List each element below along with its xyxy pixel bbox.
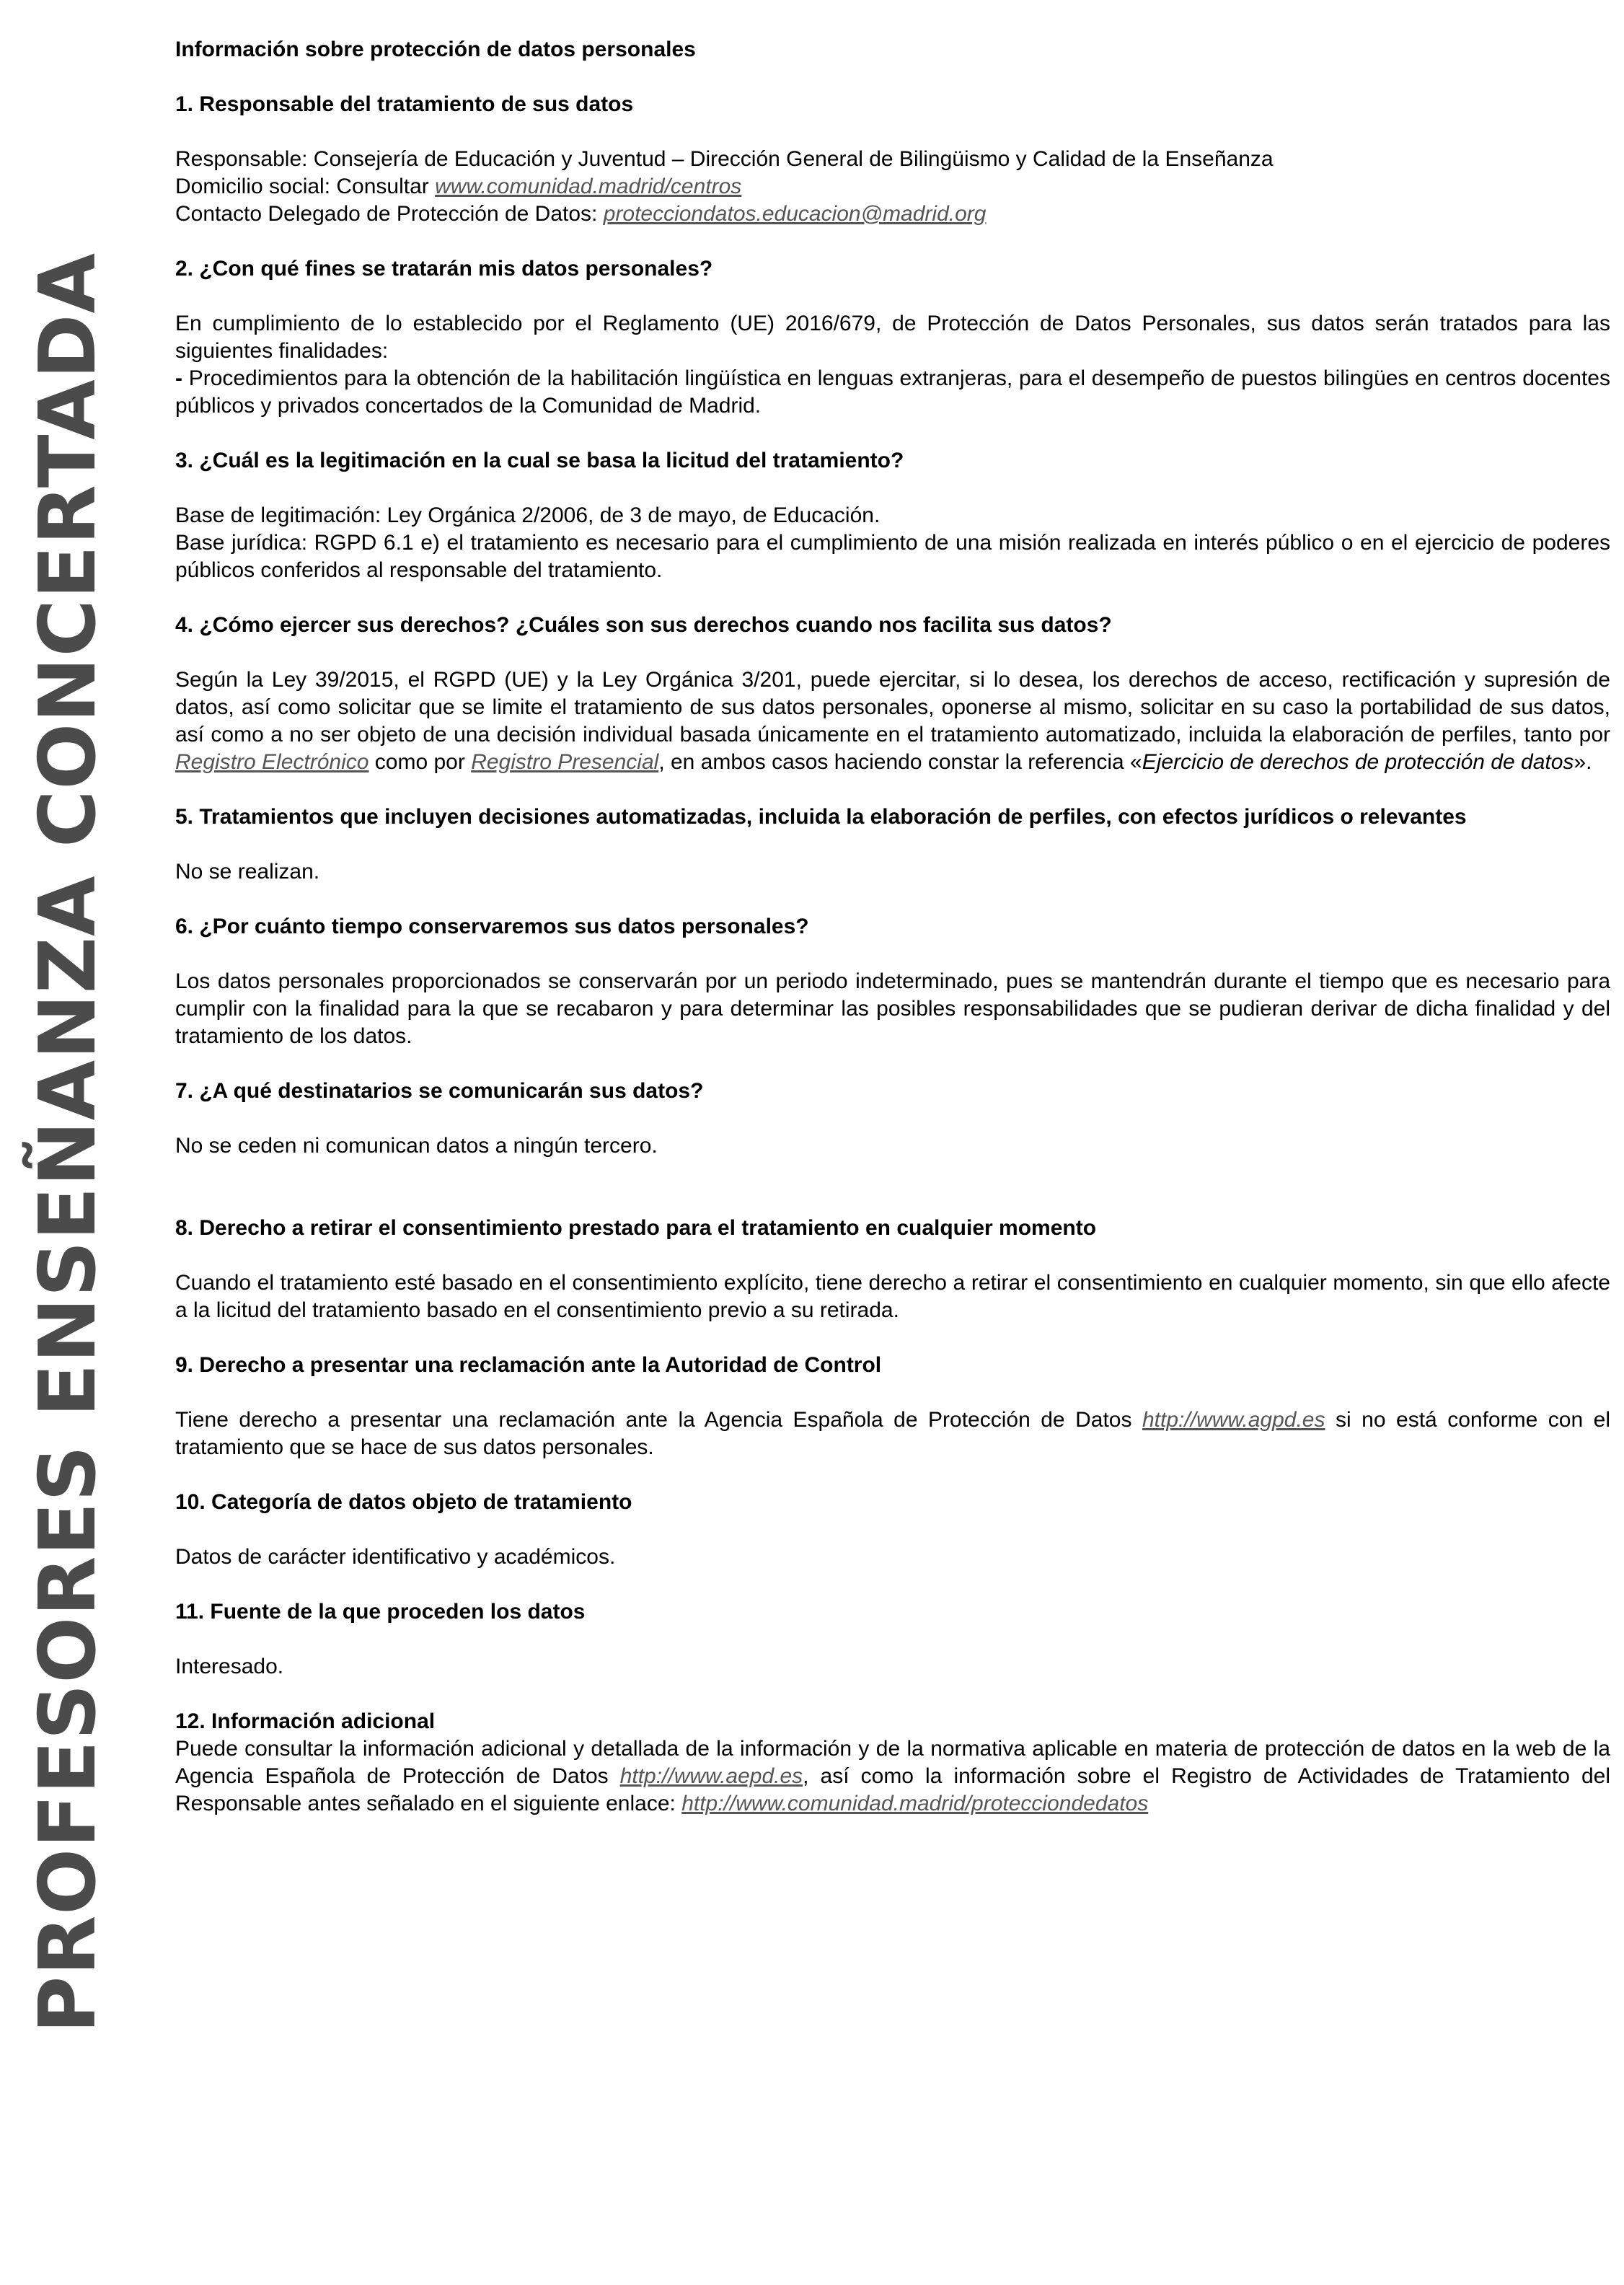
section-10-text: Datos de carácter identificativo y académicos. [175,1545,616,1569]
domicilio-label: Domicilio social: Consultar [175,175,436,198]
aepd-link[interactable]: http://www.aepd.es [619,1764,803,1788]
section-9-text [175,1406,1610,1461]
section-4-text-mid2: , en ambos casos haciendo constar la referencia « [658,750,1142,774]
section-4-reference: Ejercicio de derechos de protección de datos [1142,750,1574,774]
side-banner [0,0,137,2285]
agpd-link[interactable]: http://www.agpd.es [1142,1408,1325,1432]
section-4-text-end: ». [1574,750,1592,774]
section-3-title: 3. ¿Cuál es la legitimación en la cual se basa la licitud del tratamiento? [175,449,904,472]
section-4-text-start: Según la Ley 39/2015, el RGPD (UE) y la Ley Orgánica 3/201, puede ejercitar, si lo desea, los derechos de acceso, rectificación y supresión de datos, así como solicitar que se limite el tratamiento de sus datos personales, oponerse al mismo, solicitar en su caso la portabilidad de sus datos, así como a no ser objeto de una decisión individual basada únicamente en el tratamiento automatizado, incluida la elaboración de perfiles, tanto por [175,668,1610,747]
section-4-title: 4. ¿Cómo ejercer sus derechos? ¿Cuáles son sus derechos cuando nos facilita sus datos? [175,613,1112,637]
section-11-text: Interesado. [175,1655,284,1678]
spacer [175,1160,1610,1215]
contacto-label: Contacto Delegado de Protección de Datos: [175,202,604,226]
section-4-text [175,666,1610,776]
section-12-text-mid: , así como la información sobre el Registro de Actividades de Tratamiento del Responsable antes señalado en el siguiente enlace: [175,1764,1610,1815]
section-9-text-end: si no está conforme con el tratamiento que se hace de sus datos personales. [175,1408,1610,1459]
registro-presencial-link[interactable]: Registro Presencial [471,750,659,774]
section-1-responsable: Responsable: Consejería de Educación y Juventud – Dirección General de Bilingüismo y Calidad de la Enseñanza [175,147,1274,171]
side-banner-text: PROFESORES ENSEÑANZA CONCERTADA [23,252,114,2033]
section-8-title: 8. Derecho a retirar el consentimiento prestado para el tratamiento en cualquier momento [175,1216,1097,1240]
section-7-title: 7. ¿A qué destinatarios se comunicarán sus datos? [175,1079,704,1103]
section-3-base-legitimacion: Base de legitimación: Ley Orgánica 2/2006, de 3 de mayo, de Educación. [175,503,881,527]
section-10-title: 10. Categoría de datos objeto de tratamiento [175,1490,632,1514]
centros-link[interactable]: www.comunidad.madrid/centros [435,175,742,198]
section-11-title: 11. Fuente de la que proceden los datos [175,1600,586,1624]
section-1-title: 1. Responsable del tratamiento de sus datos [175,92,634,116]
section-6-text: Los datos personales proporcionados se conservarán por un periodo indeterminado, pues se mantendrán durante el tiempo que es necesario para cumplir con la finalidad para la que se recabaron y para determinar las posibles responsabilidades que se pudieran derivar de dicha finalidad y del tratamiento de los datos. [175,969,1610,1048]
section-5-text: No se realizan. [175,860,320,884]
section-2-title: 2. ¿Con qué fines se tratarán mis datos personales? [175,257,713,281]
section-2-purpose [175,365,1610,420]
section-8-text: Cuando el tratamiento esté basado en el consentimiento explícito, tiene derecho a retirar el consentimiento en cualquier momento, sin que ello afecte a la licitud del tratamiento basado en el consentimiento previo a su retirada. [175,1271,1610,1322]
section-9-text-start: Tiene derecho a presentar una reclamación ante la Agencia Española de Protección de Datos [175,1408,1142,1432]
section-5-title: 5. Tratamientos que incluyen decisiones automatizadas, incluida la elaboración de perfiles, con efectos jurídicos o relevantes [175,805,1467,829]
section-2-purpose-text: Procedimientos para la obtención de la habilitación lingüística en lenguas extranjeras, para el desempeño de puestos bilingües en centros docentes públicos y privados concertados de la Comunidad de Madrid. [175,366,1610,418]
dpo-email-link[interactable]: protecciondatos.educacion@madrid.org [603,202,987,226]
section-1-contacto [175,201,1610,228]
section-4-text-mid: como por [369,750,472,774]
section-7-text: No se ceden ni comunican datos a ningún tercero. [175,1134,658,1158]
section-12-text [175,1735,1610,1818]
section-6-title: 6. ¿Por cuánto tiempo conservaremos sus datos personales? [175,915,809,938]
bullet-dash: - [175,366,182,390]
proteccion-datos-link[interactable]: http://www.comunidad.madrid/protecciondedatos [681,1792,1149,1815]
section-9-title: 9. Derecho a presentar una reclamación ante la Autoridad de Control [175,1353,882,1377]
section-12-text-start: Puede consultar la información adicional y detallada de la información y de la normativa aplicable en materia de protección de datos en la web de la Agencia Española de Protección de Datos [175,1737,1610,1788]
section-12-title: 12. Información adicional [175,1709,436,1733]
registro-electronico-link[interactable]: Registro Electrónico [175,750,369,774]
document-title: Información sobre protección de datos personales [175,38,696,61]
section-3-base-juridica: Base jurídica: RGPD 6.1 e) el tratamiento es necesario para el cumplimiento de una misión realizada en interés público o en el ejercicio de poderes públicos conferidos al responsable del tratamiento. [175,531,1610,582]
document-body [175,36,1610,1818]
section-1-domicilio [175,173,1610,201]
section-2-intro: En cumplimiento de lo establecido por el Reglamento (UE) 2016/679, de Protección de Datos Personales, sus datos serán tratados para las siguientes finalidades: [175,312,1610,363]
